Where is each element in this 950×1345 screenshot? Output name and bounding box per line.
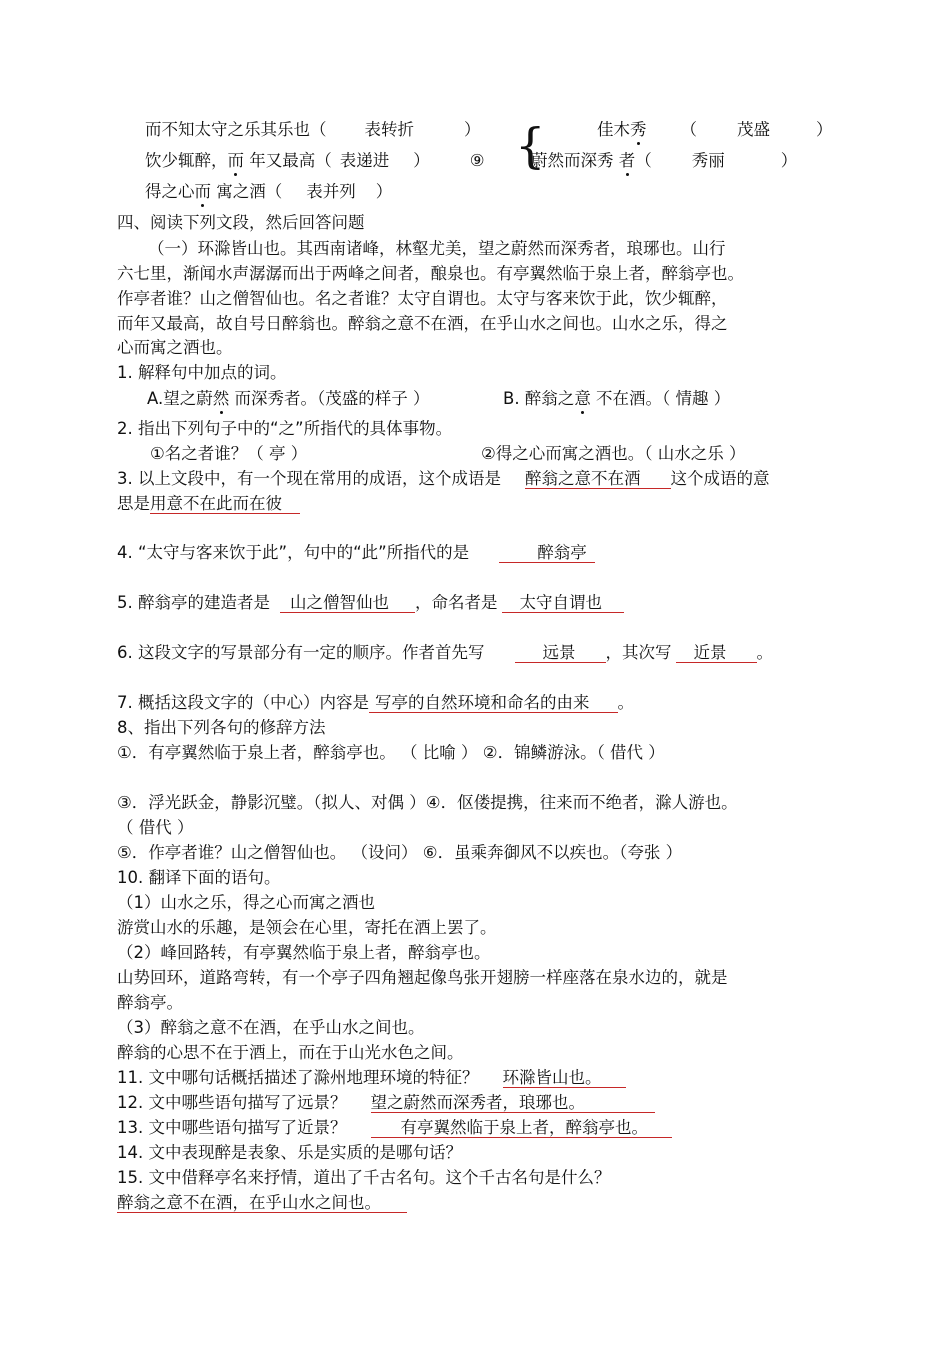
q10-t3: 醉翁的心思不在于酒上，而在于山光水色之间。 [117, 1043, 464, 1062]
r2-number: ⑨ [469, 151, 485, 170]
r3-answer: 表并列 [306, 182, 356, 201]
r3-text: 得之心而 寓之酒（ [145, 182, 283, 201]
q11-answer: 环滁皆山也。 [503, 1068, 626, 1088]
q13 [117, 1116, 672, 1140]
q15-answer-line [117, 1191, 407, 1215]
q11-pre: 11. 文中哪句话概括描述了滁州地理环境的特征？ [117, 1068, 479, 1087]
q6-mid: ，其次写 [605, 643, 672, 662]
q4 [117, 541, 595, 565]
q5 [117, 591, 624, 615]
q1-b [503, 387, 730, 411]
r2r-text-a: 蔚然而深秀 [531, 151, 614, 170]
q15-answer: 醉翁之意不在酒，在乎山水之间也。 [117, 1193, 407, 1213]
r1-text: 而不知太守之乐其乐也（ [145, 120, 327, 139]
q6 [117, 641, 773, 665]
q3-line2-answer: 用意不在此而在彼 [150, 494, 300, 514]
r1r-open: （ [680, 120, 697, 139]
q3-post: 这个成语的意 [670, 469, 770, 488]
row3 [145, 180, 392, 204]
q12-answer: 望之蔚然而深秀者，琅琊也。 [371, 1093, 656, 1113]
row2-right [531, 149, 797, 173]
q7 [117, 691, 634, 715]
q1b-post: 不在酒。（ 情趣 ） [590, 389, 731, 408]
passage-line-3: 作亭者谁？山之僧智仙也。名之者谁？太守自谓也。太守与客来饮于此，饮少辄醉， [117, 289, 728, 308]
q10-title: 10. 翻译下面的语句。 [117, 868, 281, 887]
q13-answer: 有亭翼然临于泉上者，醉翁亭也。 [371, 1118, 673, 1138]
q10-s3: （3）醉翁之意不在酒，在乎山水之间也。 [117, 1018, 425, 1037]
q11 [117, 1066, 626, 1090]
q5-answer2: 太守自谓也 [502, 593, 625, 613]
q12-pre: 12. 文中哪些语句描写了远景？ [117, 1093, 347, 1112]
q8-line4: ⑤．作亭者谁？山之僧智仙也。 （设问） ⑥．虽乘奔御风不以疾也。（夸张 ） [117, 843, 683, 862]
q6-pre: 6. 这段文字的写景部分有一定的顺序。作者首先写 [117, 643, 485, 662]
q2-title: 2. 指出下列句子中的“之”所指代的具体事物。 [117, 419, 453, 438]
q8-line3: （ 借代 ） [117, 818, 194, 837]
r1r-close: ） [816, 120, 833, 139]
r1r-word: 佳木秀 [597, 120, 647, 139]
q3-line2-pre: 思是 [117, 494, 150, 513]
r1-close: ） [464, 120, 481, 139]
q7-answer: 写亭的自然环境和命名的由来 [369, 693, 618, 713]
q1-a [147, 387, 430, 411]
q12 [117, 1091, 655, 1115]
row1-left [145, 118, 481, 142]
q5-answer1: 山之僧智仙也 [280, 593, 415, 613]
q3-answer: 醉翁之意不在酒 [525, 469, 671, 489]
r1r-answer: 茂盛 [737, 120, 770, 139]
q1a-dot: 然 [212, 389, 230, 408]
q7-pre: 7. 概括这段文字的（中心）内容是 [117, 693, 369, 712]
q1a-post: 而深秀者。（茂盛的样子 ） [229, 389, 430, 408]
section-title: 四、阅读下列文段，然后回答问题 [117, 213, 365, 232]
q3-line2 [117, 492, 300, 516]
q3-line1 [117, 467, 770, 491]
q1b-pre: B. 醉翁之 [503, 389, 575, 408]
q3-pre: 3. 以上文段中，有一个现在常用的成语，这个成语是 [117, 469, 501, 488]
q10-s1: （1）山水之乐，得之心而寓之酒也 [117, 893, 375, 912]
q8-line1: ①．有亭翼然临于泉上者，醉翁亭也。 （ 比喻 ） ②．锦鳞游泳。（ 借代 ） [117, 743, 665, 762]
row2-left [145, 149, 485, 173]
q4-answer: 醉翁亭 [499, 543, 595, 563]
curly-brace-icon: { [515, 118, 546, 174]
q8-line2: ③．浮光跃金，静影沉璧。（拟人、对偶 ）④．伛偻提携，往来而不绝者，滁人游也。 [117, 793, 738, 812]
q1b-dot: 意 [574, 389, 591, 408]
q15: 15. 文中借释亭名来抒情，道出了千古名句。这个千古名句是什么？ [117, 1168, 611, 1187]
q4-pre: 4. “太守与客来饮于此”，句中的“此”所指代的是 [117, 543, 470, 562]
r2-text: 饮少辄醉，而 年又最高（ [145, 151, 332, 170]
q5-pre: 5. 醉翁亭的建造者是 [117, 593, 270, 612]
q10-t2b: 醉翁亭。 [117, 993, 183, 1012]
r2-close: ） [413, 151, 430, 170]
r2-answer: 表递进 [339, 151, 390, 170]
q10-s2: （2）峰回路转，有亭翼然临于泉上者，醉翁亭也。 [117, 943, 491, 962]
r1-answer: 表转折 [364, 120, 414, 139]
q6-answer2: 近景 [676, 643, 757, 663]
q7-post: 。 [617, 693, 634, 712]
row1-right [597, 118, 833, 142]
q6-answer1: 远景 [515, 643, 606, 663]
q8-title: 8、指出下列各句的修辞方法 [117, 718, 326, 737]
q6-post: 。 [756, 643, 773, 662]
r2r-close: ） [780, 151, 798, 170]
q14: 14. 文中表现醉是表象、乐是实质的是哪句话？ [117, 1143, 462, 1162]
q10-t2a: 山势回环，道路弯转，有一个亭子四角翘起像鸟张开翅膀一样座落在泉水边的，就是 [117, 968, 728, 987]
r2r-text-b: 者（ [618, 151, 652, 170]
q5-mid: ，命名者是 [415, 593, 498, 612]
passage-line-4: 而年又最高，故自号日醉翁也。醉翁之意不在酒，在乎山水之间也。山水之乐，得之 [117, 314, 728, 333]
q13-pre: 13. 文中哪些语句描写了近景？ [117, 1118, 347, 1137]
r3-close: ） [375, 182, 393, 201]
q10-t1: 游赏山水的乐趣，是领会在心里，寄托在酒上罢了。 [117, 918, 497, 937]
q1-title: 1. 解释句中加点的词。 [117, 363, 287, 382]
q1a-pre: A.望之蔚 [147, 389, 213, 408]
q2-b: ②得之心而寓之酒也。（ 山水之乐 ） [481, 444, 746, 463]
passage-line-1: （一）环滁皆山也。其西南诸峰，林壑尤美，望之蔚然而深秀者，琅琊也。山行 [148, 239, 726, 258]
passage-line-5: 心而寓之酒也。 [117, 338, 233, 357]
r2r-answer: 秀丽 [691, 151, 725, 170]
q2-a: ①名之者谁？（ 亭 ） [150, 444, 308, 463]
passage-line-2: 六七里，渐闻水声潺潺而出于两峰之间者，酿泉也。有亭翼然临于泉上者，醉翁亭也。 [117, 264, 744, 283]
